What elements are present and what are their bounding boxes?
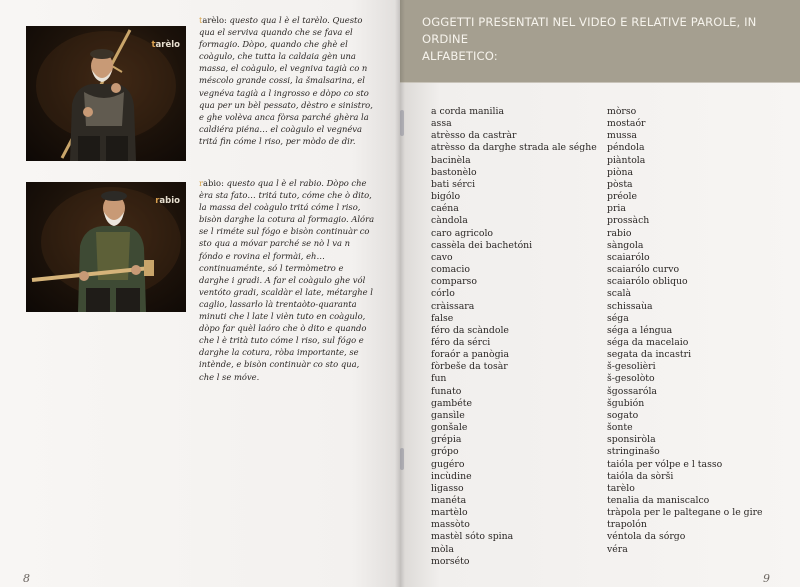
list-item: bati sérci xyxy=(431,178,476,190)
list-item: piòna xyxy=(607,166,634,178)
list-item: mòla xyxy=(431,543,454,555)
list-item: gonšale xyxy=(431,422,468,434)
list-heading xyxy=(422,14,782,65)
entry-tarelo xyxy=(199,14,375,147)
list-item: péndola xyxy=(607,142,645,154)
list-item: comparso xyxy=(431,276,477,288)
list-item: trapolón xyxy=(607,519,647,531)
page-number-right: 9 xyxy=(763,572,770,585)
list-item: morséto xyxy=(431,555,470,567)
list-item: š-gesolòto xyxy=(607,373,655,385)
list-item: càndola xyxy=(431,215,468,227)
list-item: scaiaról​o xyxy=(607,251,650,263)
page-number-left: 8 xyxy=(23,572,30,585)
list-item: fòrbeše da tosàr xyxy=(431,361,508,373)
photo-label-rabio: rabio xyxy=(155,196,180,206)
list-item: pria xyxy=(607,203,626,215)
list-item: córlo xyxy=(431,288,455,300)
list-item: stringinašo xyxy=(607,446,660,458)
list-item: bacinèla xyxy=(431,154,471,166)
list-item: fun xyxy=(431,373,447,385)
list-item: comacio xyxy=(431,264,470,276)
photo-tarelo xyxy=(26,26,186,161)
list-item: tenalia da maniscalco xyxy=(607,495,710,506)
list-item: grópo xyxy=(431,446,459,458)
list-item: martèlo xyxy=(431,507,468,519)
entry-body: questo qua l è el tarèlo. Questo qua el serviva quando che se fava el formagio. Dòpo, quando che ghè el coàgulo, che tutta la caldaia gèn una massa, el coàgulo, el vegniva tagià co n méscolo grande cossi, la šmalsarina, el vegnéva tagià a l ingrosso e dòpo co sto qua per un bèl pessato, dèstro e sinistro, e ghe volèva anca fòrsa parché ghèra la caldiéra piéna… el coàgulo el vegnéva tritá fin cóme l riso, per mòdo de dir. xyxy=(199,15,373,146)
scan-mark xyxy=(400,110,404,136)
list-item: tarèlo xyxy=(607,482,635,494)
list-item: false xyxy=(431,312,454,324)
list-item: bastonèlo xyxy=(431,166,477,178)
list-item: cassèla dei bachetóni xyxy=(431,239,533,251)
objects-column-1 xyxy=(431,106,597,568)
entry-body: questo qua l è el rabio. Dòpo che èra sta fato… tritá tuto, cóme che ò dito, la massa del coàgulo tritá cóme l riso, bisòn darghe la cotura al formagio. Alóra se l riméte sul fógo e bisòn continuàr co sto qua a móvar parché se nò l va n fóndo e rovina el formài, eh… continuaménte, só l termòmetro e darghe i gradi. A far el coàgulo ghe vól ventóto gradi, scaldàr el late, métarghe l caglio, lassarlo là trentaòto-quaranta minuti che l late l vièn tuto en coàgulo, dòpo far quèl laóro che ò dito e quando che l è trità tuto cóme l riso, sul fógo e darghe la cotura, ròba importante, se intènde, e bisòn continuàr co sto qua, che l se móve. xyxy=(199,178,375,382)
list-item: séga xyxy=(607,312,629,324)
list-item: taióla da sòrši xyxy=(607,470,674,482)
list-item: manéta xyxy=(431,495,467,506)
list-item: caéna xyxy=(431,203,459,215)
list-item: tràpola per le paltegane o le gire xyxy=(607,507,763,519)
list-item: féro da sérci xyxy=(431,336,491,348)
list-item: piàntola xyxy=(607,154,646,166)
list-item: véntola da sórgo xyxy=(607,531,686,543)
list-item: schissaùa xyxy=(607,300,653,312)
photo-rabio xyxy=(26,182,186,312)
list-item: scaiaról​o curvo xyxy=(607,264,680,276)
list-item: šonte xyxy=(607,422,633,434)
list-item: ligasso xyxy=(431,482,464,494)
list-item: prossàch xyxy=(607,215,650,227)
entry-term: rabio: xyxy=(199,178,224,188)
list-item: massòto xyxy=(431,519,470,531)
list-item: cràissara xyxy=(431,300,475,312)
entry-rabio xyxy=(199,177,375,383)
list-item: sàngola xyxy=(607,239,644,251)
book-spine-shadow xyxy=(395,0,405,587)
list-item: féro da scàndole xyxy=(431,324,509,336)
list-item: scalà xyxy=(607,288,632,300)
objects-column-2 xyxy=(607,106,763,556)
list-item: séga da macelaio xyxy=(607,336,689,348)
list-item: sponsiròla xyxy=(607,434,656,446)
list-item: pòsta xyxy=(607,178,633,190)
list-item: rabio xyxy=(607,227,632,239)
list-item: scaiaról​o obliquo xyxy=(607,276,688,288)
list-item: assa xyxy=(431,118,452,130)
list-item: šgubión xyxy=(607,397,645,409)
heading-line-2: ALFABETICO: xyxy=(422,49,498,63)
scan-mark xyxy=(400,448,404,470)
list-item: incùdine xyxy=(431,470,472,482)
list-item: cavo xyxy=(431,251,453,263)
list-item: gansìle xyxy=(431,409,465,421)
list-item: funato xyxy=(431,385,462,397)
list-item: bigólo xyxy=(431,191,461,203)
list-item: séga a léngua xyxy=(607,324,673,336)
list-item: sogato xyxy=(607,409,639,421)
photo-label-tarelo: tarèlo xyxy=(151,40,180,50)
list-item: foraór a panògia xyxy=(431,349,510,361)
list-item: préole xyxy=(607,191,637,203)
entry-term: tarèlo: xyxy=(199,15,227,25)
right-page xyxy=(400,0,800,587)
list-item: segata da incastri xyxy=(607,349,692,361)
list-item: a corda manilia xyxy=(431,106,505,117)
list-item: véra xyxy=(607,543,628,555)
heading-line-1: OGGETTI PRESENTATI NEL VIDEO E RELATIVE PAROLE, IN ORDINE xyxy=(422,15,757,46)
list-item: mussa xyxy=(607,130,637,142)
list-item: taióla per vólpe e l tasso xyxy=(607,458,723,470)
header-band xyxy=(400,0,800,82)
list-item: atrèsso da darghe strada ale séghe xyxy=(431,142,597,154)
list-item: mastèl sóto spina xyxy=(431,531,514,543)
list-item: š-gesolièri xyxy=(607,361,656,373)
list-item: gugéro xyxy=(431,458,465,470)
list-item: caro agricolo xyxy=(431,227,494,239)
header-divider xyxy=(400,82,800,83)
list-item: grépia xyxy=(431,434,462,446)
list-item: atrèsso da castràr xyxy=(431,130,517,142)
list-item: šgossaróla xyxy=(607,385,657,397)
list-item: gambéte xyxy=(431,397,473,409)
list-item: mostaór xyxy=(607,118,646,130)
list-item: mòrso xyxy=(607,106,637,117)
